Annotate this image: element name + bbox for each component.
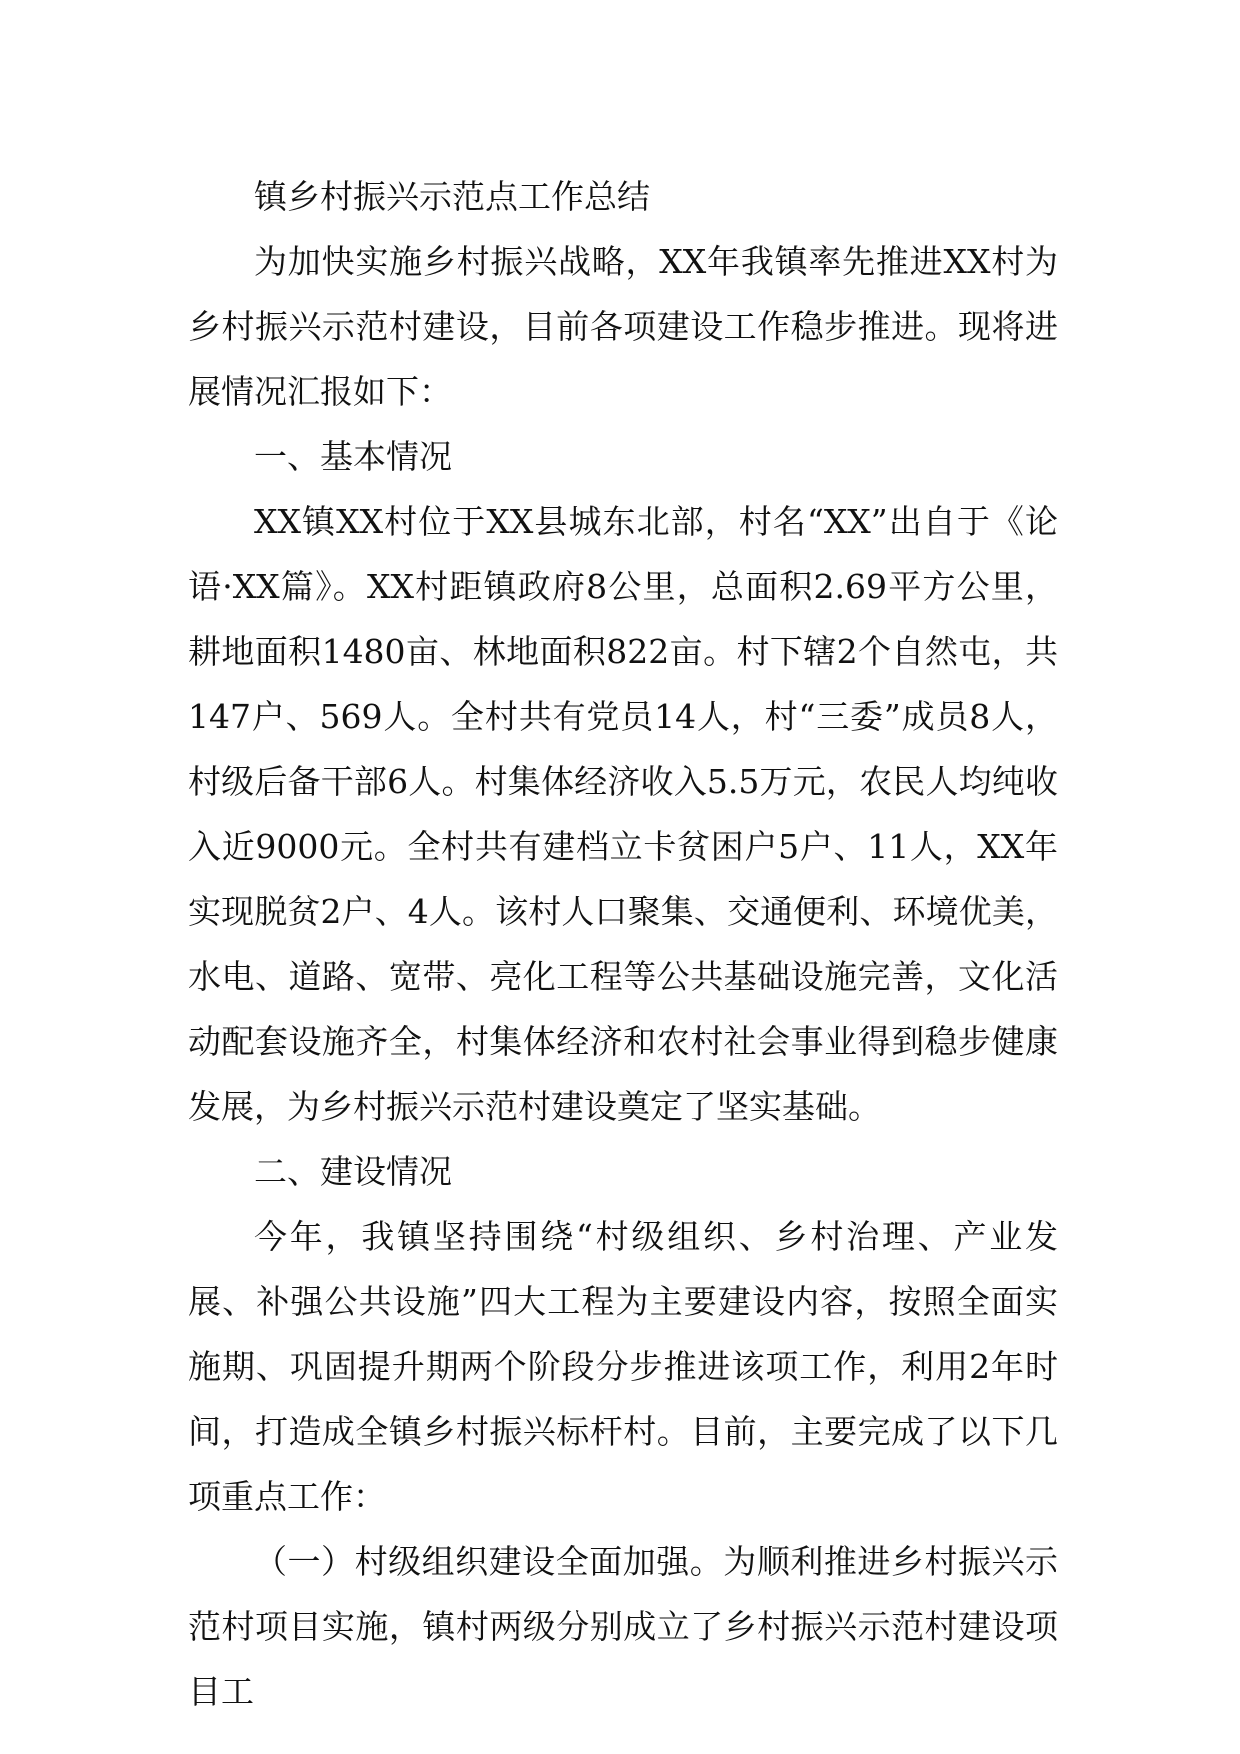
- document-title: 镇乡村振兴示范点工作总结: [254, 177, 650, 216]
- construction-paragraph: 今年，我镇坚持围绕“村级组织、乡村治理、产业发展、补强公共设施”四大工程为主要建设内容，按照全面实施期、巩固提升期两个阶段分步推进该项工作，利用2年时间，打造成全镇乡村振兴标杆村。目前，主要完成了以下几项重点工作：: [188, 1217, 1058, 1516]
- subsection-paragraph-1: （一）村级组织建设全面加强。为顺利推进乡村振兴示范村项目实施，镇村两级分别成立了乡村振兴示范村建设项目工: [188, 1542, 1058, 1711]
- basic-info-paragraph: XX镇XX村位于XX县城东北部，村名“XX”出自于《论语·XX篇》。XX村距镇政府8公里，总面积2.69平方公里，耕地面积1480亩、林地面积822亩。村下辖2个自然屯，共147户、569人。全村共有党员14人，村“三委”成员8人，村级后备干部6人。村集体经济收入5.5万元，农民人均纯收入近9000元。全村共有建档立卡贫困户5户、11人，XX年实现脱贫2户、4人。该村人口聚集、交通便利、环境优美，水电、道路、宽带、亮化工程等公共基础设施完善，文化活动配套设施齐全，村集体经济和农村社会事业得到稳步健康发展，为乡村振兴示范村建设奠定了坚实基础。: [188, 502, 1058, 1126]
- intro-paragraph: 为加快实施乡村振兴战略，XX年我镇率先推进XX村为乡村振兴示范村建设，目前各项建设工作稳步推进。现将进展情况汇报如下：: [188, 242, 1058, 411]
- document-body: [188, 164, 1058, 1724]
- section-heading-construction: 二、建设情况: [254, 1152, 452, 1191]
- section-heading-basic: 一、基本情况: [254, 437, 452, 476]
